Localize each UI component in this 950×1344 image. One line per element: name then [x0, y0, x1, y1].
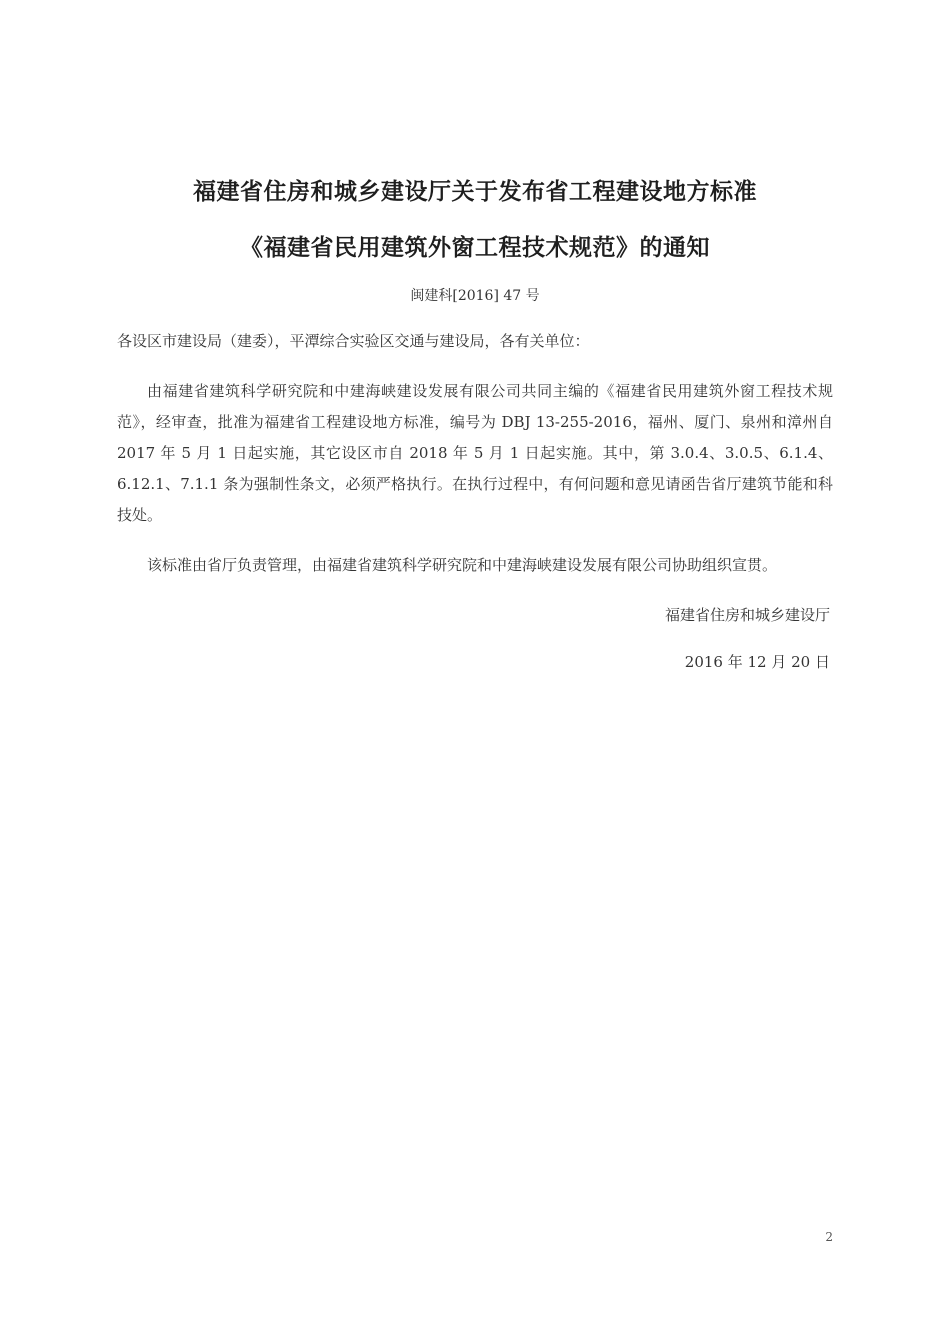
body-paragraph-2: 该标准由省厅负责管理，由福建省建筑科学研究院和中建海峡建设发展有限公司协助组织宣贯。 [147, 556, 778, 574]
page-number: 2 [825, 1230, 833, 1244]
notice-title-line-1: 福建省住房和城乡建设厅关于发布省工程建设地方标准 [193, 179, 757, 205]
notice-title-line-2: 《福建省民用建筑外窗工程技术规范》的通知 [240, 235, 710, 261]
issue-date: 2016 年 12 月 20 日 [684, 653, 830, 671]
document-number: 闽建科[2016] 47 号 [410, 288, 540, 304]
salutation: 各设区市建设局（建委），平潭综合实验区交通与建设局，各有关单位： [117, 332, 590, 350]
issuing-authority: 福建省住房和城乡建设厅 [664, 606, 830, 624]
body-paragraph-1: 由福建省建筑科学研究院和中建海峡建设发展有限公司共同主编的《福建省民用建筑外窗工程技术规范》，经审查，批准为福建省工程建设地方标准，编号为 DBJ 13-255-2016，福州、厦门、泉州和漳州自 2017 年 5 月 1 日起实施，其它设区市自 2018 年 5 月 1 日起实施。其中，第 3.0.4、3.0.5、6.1.4、6.12.1、7.1.1 条为强制性条文，必须严格执行。在执行过程中，有何问题和意见请函告省厅建筑节能和科技处。 [117, 382, 833, 524]
